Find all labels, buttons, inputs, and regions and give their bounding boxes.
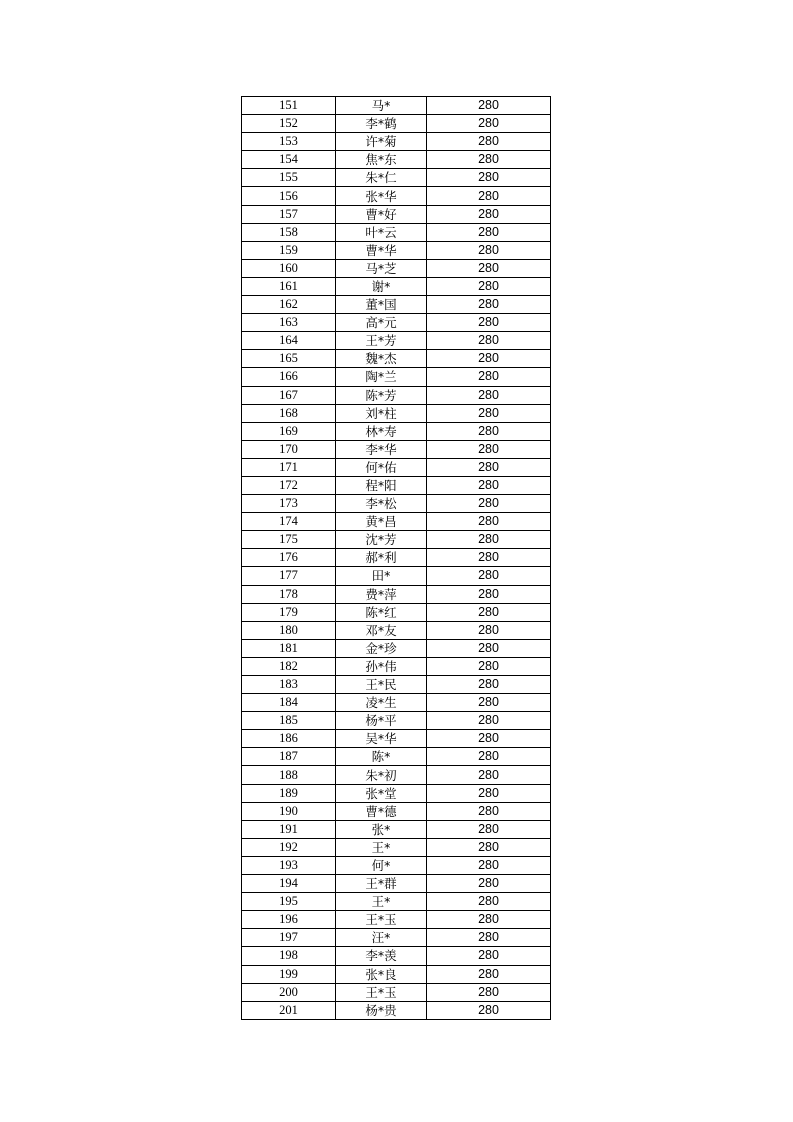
name-cell: 李*松	[336, 495, 427, 513]
row-number-cell: 196	[242, 911, 336, 929]
name-cell: 黄*昌	[336, 513, 427, 531]
name-cell: 刘*柱	[336, 404, 427, 422]
row-number-cell: 158	[242, 223, 336, 241]
table-row	[242, 549, 551, 567]
row-number-cell: 178	[242, 585, 336, 603]
amount-cell: 280	[427, 422, 551, 440]
table-row	[242, 639, 551, 657]
name-cell: 张*良	[336, 965, 427, 983]
table-row	[242, 531, 551, 549]
table-row	[242, 440, 551, 458]
name-cell: 王*	[336, 838, 427, 856]
table-row	[242, 983, 551, 1001]
row-number-cell: 155	[242, 169, 336, 187]
row-number-cell: 185	[242, 712, 336, 730]
amount-cell: 280	[427, 1001, 551, 1019]
row-number-cell: 164	[242, 332, 336, 350]
table-row	[242, 748, 551, 766]
row-number-cell: 190	[242, 802, 336, 820]
amount-cell: 280	[427, 404, 551, 422]
table-row	[242, 875, 551, 893]
amount-cell: 280	[427, 458, 551, 476]
table-row	[242, 766, 551, 784]
table-row	[242, 838, 551, 856]
table-row	[242, 187, 551, 205]
row-number-cell: 184	[242, 694, 336, 712]
amount-cell: 280	[427, 440, 551, 458]
name-cell: 陈*红	[336, 603, 427, 621]
table-row	[242, 856, 551, 874]
table-row	[242, 585, 551, 603]
row-number-cell: 170	[242, 440, 336, 458]
amount-cell: 280	[427, 947, 551, 965]
amount-cell: 280	[427, 332, 551, 350]
amount-cell: 280	[427, 151, 551, 169]
row-number-cell: 162	[242, 296, 336, 314]
name-cell: 魏*杰	[336, 350, 427, 368]
name-cell: 陶*兰	[336, 368, 427, 386]
name-cell: 邓*友	[336, 621, 427, 639]
row-number-cell: 172	[242, 476, 336, 494]
table-row	[242, 621, 551, 639]
amount-cell: 280	[427, 766, 551, 784]
name-cell: 杨*贵	[336, 1001, 427, 1019]
row-number-cell: 171	[242, 458, 336, 476]
amount-cell: 280	[427, 386, 551, 404]
amount-cell: 280	[427, 802, 551, 820]
table-row	[242, 133, 551, 151]
amount-cell: 280	[427, 965, 551, 983]
row-number-cell: 157	[242, 205, 336, 223]
amount-cell: 280	[427, 314, 551, 332]
amount-cell: 280	[427, 875, 551, 893]
table-row	[242, 115, 551, 133]
table-row	[242, 296, 551, 314]
name-cell: 董*国	[336, 296, 427, 314]
amount-cell: 280	[427, 97, 551, 115]
row-number-cell: 186	[242, 730, 336, 748]
name-cell: 王*民	[336, 676, 427, 694]
amount-cell: 280	[427, 730, 551, 748]
name-cell: 沈*芳	[336, 531, 427, 549]
table-row	[242, 314, 551, 332]
table-row	[242, 603, 551, 621]
name-cell: 杨*平	[336, 712, 427, 730]
amount-cell: 280	[427, 277, 551, 295]
row-number-cell: 175	[242, 531, 336, 549]
roster-table	[241, 96, 551, 1020]
row-number-cell: 179	[242, 603, 336, 621]
name-cell: 程*阳	[336, 476, 427, 494]
row-number-cell: 156	[242, 187, 336, 205]
row-number-cell: 199	[242, 965, 336, 983]
amount-cell: 280	[427, 639, 551, 657]
table-row	[242, 911, 551, 929]
table-row	[242, 350, 551, 368]
amount-cell: 280	[427, 495, 551, 513]
amount-cell: 280	[427, 531, 551, 549]
amount-cell: 280	[427, 296, 551, 314]
name-cell: 汪*	[336, 929, 427, 947]
row-number-cell: 151	[242, 97, 336, 115]
row-number-cell: 183	[242, 676, 336, 694]
row-number-cell: 159	[242, 241, 336, 259]
amount-cell: 280	[427, 368, 551, 386]
name-cell: 何*佑	[336, 458, 427, 476]
amount-cell: 280	[427, 929, 551, 947]
name-cell: 谢*	[336, 277, 427, 295]
table-row	[242, 712, 551, 730]
row-number-cell: 180	[242, 621, 336, 639]
row-number-cell: 163	[242, 314, 336, 332]
name-cell: 高*元	[336, 314, 427, 332]
row-number-cell: 166	[242, 368, 336, 386]
row-number-cell: 167	[242, 386, 336, 404]
amount-cell: 280	[427, 748, 551, 766]
row-number-cell: 194	[242, 875, 336, 893]
row-number-cell: 191	[242, 820, 336, 838]
row-number-cell: 173	[242, 495, 336, 513]
name-cell: 王*玉	[336, 911, 427, 929]
row-number-cell: 154	[242, 151, 336, 169]
amount-cell: 280	[427, 133, 551, 151]
amount-cell: 280	[427, 657, 551, 675]
amount-cell: 280	[427, 676, 551, 694]
row-number-cell: 201	[242, 1001, 336, 1019]
name-cell: 金*珍	[336, 639, 427, 657]
row-number-cell: 188	[242, 766, 336, 784]
name-cell: 王*群	[336, 875, 427, 893]
amount-cell: 280	[427, 893, 551, 911]
name-cell: 曹*华	[336, 241, 427, 259]
name-cell: 朱*仁	[336, 169, 427, 187]
amount-cell: 280	[427, 820, 551, 838]
name-cell: 李*鹤	[336, 115, 427, 133]
row-number-cell: 160	[242, 259, 336, 277]
row-number-cell: 181	[242, 639, 336, 657]
row-number-cell: 193	[242, 856, 336, 874]
name-cell: 焦*东	[336, 151, 427, 169]
table-row	[242, 784, 551, 802]
row-number-cell: 161	[242, 277, 336, 295]
amount-cell: 280	[427, 712, 551, 730]
name-cell: 李*羡	[336, 947, 427, 965]
name-cell: 马*	[336, 97, 427, 115]
table-row	[242, 476, 551, 494]
table-row	[242, 513, 551, 531]
name-cell: 陈*	[336, 748, 427, 766]
amount-cell: 280	[427, 567, 551, 585]
amount-cell: 280	[427, 911, 551, 929]
amount-cell: 280	[427, 983, 551, 1001]
name-cell: 王*	[336, 893, 427, 911]
amount-cell: 280	[427, 838, 551, 856]
row-number-cell: 189	[242, 784, 336, 802]
name-cell: 马*芝	[336, 259, 427, 277]
table-row	[242, 676, 551, 694]
name-cell: 李*华	[336, 440, 427, 458]
table-row	[242, 97, 551, 115]
name-cell: 朱*初	[336, 766, 427, 784]
name-cell: 张*	[336, 820, 427, 838]
table-row	[242, 404, 551, 422]
row-number-cell: 195	[242, 893, 336, 911]
row-number-cell: 187	[242, 748, 336, 766]
row-number-cell: 168	[242, 404, 336, 422]
amount-cell: 280	[427, 223, 551, 241]
table-row	[242, 657, 551, 675]
table-row	[242, 151, 551, 169]
amount-cell: 280	[427, 241, 551, 259]
table-row	[242, 947, 551, 965]
name-cell: 凌*生	[336, 694, 427, 712]
table-row	[242, 495, 551, 513]
table-row	[242, 929, 551, 947]
amount-cell: 280	[427, 603, 551, 621]
amount-cell: 280	[427, 169, 551, 187]
row-number-cell: 176	[242, 549, 336, 567]
table-row	[242, 965, 551, 983]
table-row	[242, 368, 551, 386]
name-cell: 费*萍	[336, 585, 427, 603]
amount-cell: 280	[427, 115, 551, 133]
row-number-cell: 165	[242, 350, 336, 368]
amount-cell: 280	[427, 259, 551, 277]
amount-cell: 280	[427, 694, 551, 712]
name-cell: 曹*好	[336, 205, 427, 223]
name-cell: 许*菊	[336, 133, 427, 151]
row-number-cell: 198	[242, 947, 336, 965]
row-number-cell: 169	[242, 422, 336, 440]
table-row	[242, 567, 551, 585]
row-number-cell: 153	[242, 133, 336, 151]
name-cell: 郝*利	[336, 549, 427, 567]
table-row	[242, 332, 551, 350]
table-row	[242, 694, 551, 712]
amount-cell: 280	[427, 476, 551, 494]
amount-cell: 280	[427, 621, 551, 639]
table-row	[242, 277, 551, 295]
row-number-cell: 174	[242, 513, 336, 531]
name-cell: 孙*伟	[336, 657, 427, 675]
table-row	[242, 1001, 551, 1019]
amount-cell: 280	[427, 205, 551, 223]
name-cell: 吴*华	[336, 730, 427, 748]
table-row	[242, 893, 551, 911]
row-number-cell: 200	[242, 983, 336, 1001]
amount-cell: 280	[427, 350, 551, 368]
row-number-cell: 177	[242, 567, 336, 585]
roster-table-body	[242, 97, 551, 1020]
row-number-cell: 182	[242, 657, 336, 675]
name-cell: 林*寿	[336, 422, 427, 440]
name-cell: 曹*德	[336, 802, 427, 820]
row-number-cell: 197	[242, 929, 336, 947]
table-row	[242, 241, 551, 259]
name-cell: 陈*芳	[336, 386, 427, 404]
table-row	[242, 730, 551, 748]
name-cell: 田*	[336, 567, 427, 585]
table-row	[242, 458, 551, 476]
name-cell: 张*堂	[336, 784, 427, 802]
row-number-cell: 152	[242, 115, 336, 133]
amount-cell: 280	[427, 187, 551, 205]
amount-cell: 280	[427, 549, 551, 567]
name-cell: 王*芳	[336, 332, 427, 350]
table-row	[242, 169, 551, 187]
table-row	[242, 422, 551, 440]
table-row	[242, 802, 551, 820]
amount-cell: 280	[427, 513, 551, 531]
table-row	[242, 223, 551, 241]
table-row	[242, 205, 551, 223]
name-cell: 叶*云	[336, 223, 427, 241]
row-number-cell: 192	[242, 838, 336, 856]
amount-cell: 280	[427, 784, 551, 802]
table-row	[242, 820, 551, 838]
name-cell: 何*	[336, 856, 427, 874]
table-row	[242, 259, 551, 277]
name-cell: 张*华	[336, 187, 427, 205]
amount-cell: 280	[427, 585, 551, 603]
name-cell: 王*玉	[336, 983, 427, 1001]
amount-cell: 280	[427, 856, 551, 874]
table-row	[242, 386, 551, 404]
